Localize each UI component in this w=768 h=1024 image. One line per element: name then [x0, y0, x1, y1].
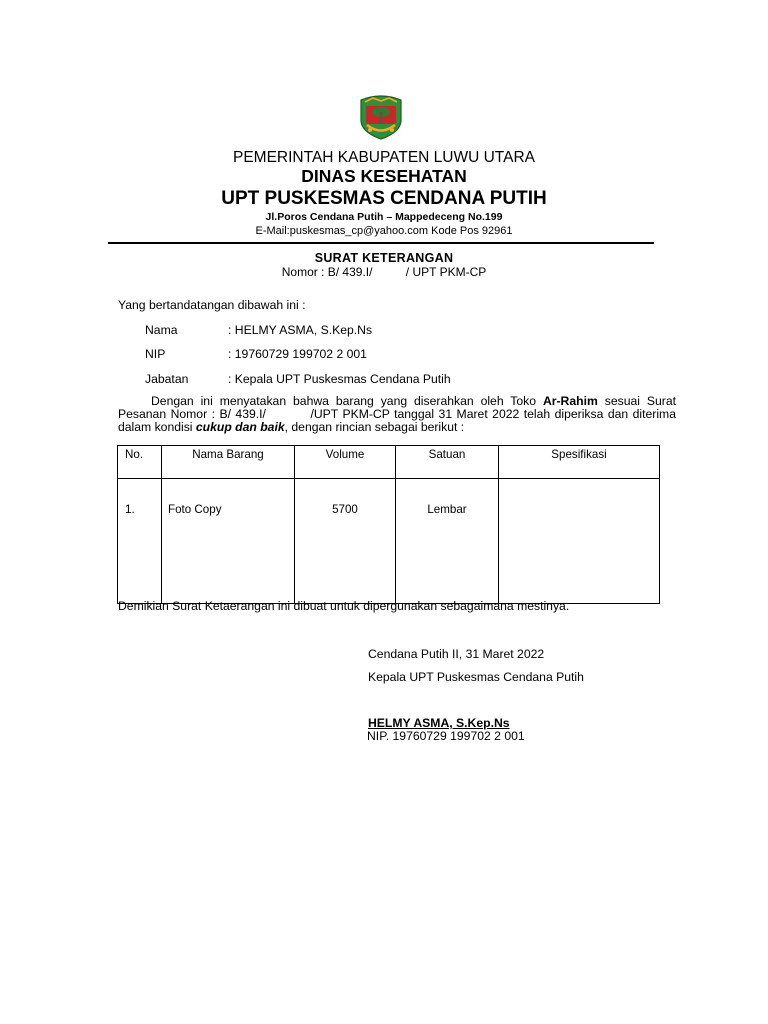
table-header-cell: Nama Barang	[162, 446, 295, 479]
field-label-name: Nama	[145, 323, 178, 337]
table-header-cell: Volume	[295, 446, 396, 479]
closing-statement: Demikian Surat Ketaerangan ini dibuat untuk dipergunakan sebagaimana mestinya.	[118, 599, 570, 613]
statement-part-1: Dengan ini menyatakan bahwa barang yang diserahkan oleh Toko	[151, 394, 543, 408]
signature-role: Kepala UPT Puskesmas Cendana Putih	[368, 670, 584, 684]
table-cell: Lembar	[396, 479, 499, 604]
field-value-nip: : 19760729 199702 2 001	[228, 347, 367, 361]
regency-coat-of-arms-icon	[357, 92, 405, 140]
field-value-position: : Kepala UPT Puskesmas Cendana Putih	[228, 372, 451, 386]
institution-contact: E-Mail:puskesmas_cp@yahoo.com Kode Pos 92961	[255, 225, 513, 237]
condition-text: cukup dan baik	[195, 420, 285, 434]
statement-part-3: , dengan rincian sebagai berikut :	[284, 420, 465, 434]
table-cell: Foto Copy	[162, 479, 295, 604]
institution-address: Jl.Poros Cendana Putih – Mappedeceng No.199	[265, 211, 503, 223]
statement-part-2: sesuai Surat Pesanan Nomor : B/ 439.I/ /UPT PKM-CP tanggal 31 Maret 2022 telah diperiksa dan diterima dalam kondisi	[118, 394, 680, 434]
government-name: PEMERINTAH KABUPATEN LUWU UTARA	[233, 149, 535, 166]
table-header-row	[118, 446, 660, 479]
table-row	[118, 479, 660, 604]
table-cell	[499, 479, 660, 604]
letterhead-divider	[108, 242, 654, 244]
signatory-nip: NIP. 19760729 199702 2 001	[367, 729, 525, 743]
table-header-cell: Satuan	[396, 446, 499, 479]
table-header-cell: No.	[118, 446, 162, 479]
table-cell: 1.	[118, 479, 162, 604]
institution-name: UPT PUSKESMAS CENDANA PUTIH	[221, 188, 547, 209]
table-header-cell: Spesifikasi	[499, 446, 660, 479]
letter-number: Nomor : B/ 439.I/ / UPT PKM-CP	[281, 265, 487, 279]
table-cell: 5700	[295, 479, 396, 604]
field-label-position: Jabatan	[145, 372, 189, 386]
statement-paragraph	[118, 394, 680, 434]
letter-intro: Yang bertandatangan dibawah ini :	[118, 298, 306, 312]
items-table	[117, 445, 660, 604]
field-value-name: : HELMY ASMA, S.Kep.Ns	[228, 323, 373, 337]
signature-place-date: Cendana Putih II, 31 Maret 2022	[368, 647, 545, 661]
signatory-name: HELMY ASMA, S.Kep.Ns	[368, 716, 510, 730]
letter-title: SURAT KETERANGAN	[314, 251, 454, 265]
department-name: DINAS KESEHATAN	[301, 166, 467, 186]
field-label-nip: NIP	[145, 347, 166, 361]
store-name: Ar-Rahim	[542, 394, 598, 408]
